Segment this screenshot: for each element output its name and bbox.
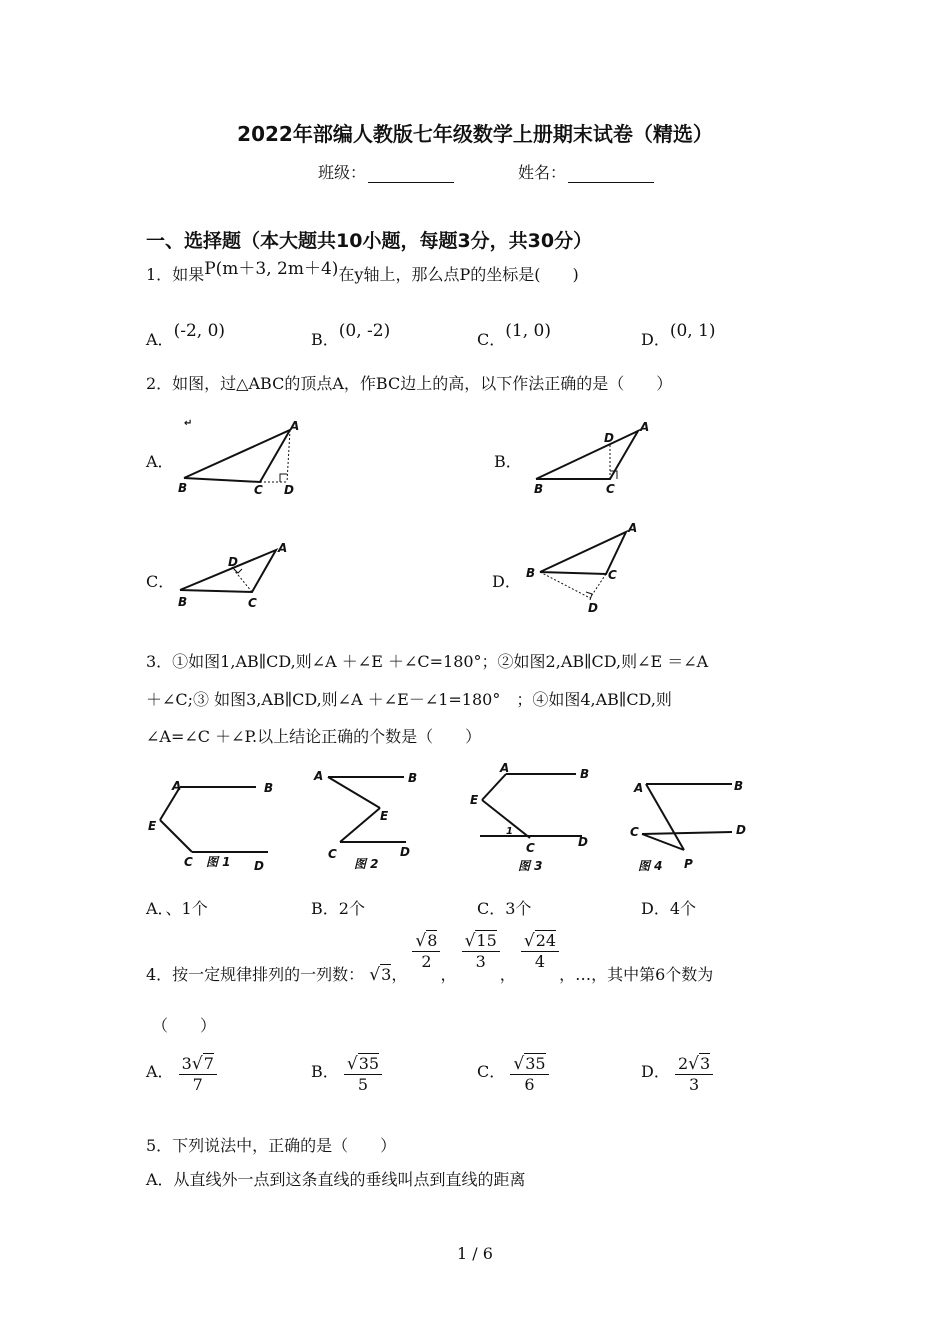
q4-term-3: $\frac{√15}{3}$ [462,931,500,972]
q1-pre: 如果 [172,265,205,284]
svg-text:A: A [640,420,650,434]
name-blank [568,164,654,183]
name-label: 姓名： [518,163,567,182]
q4-term-4: $\frac{√24}{4}$ [521,931,559,972]
svg-text:E: E [148,819,157,833]
svg-text:A: A [314,769,324,783]
svg-text:B: B [178,481,188,495]
class-label: 班级： [318,163,367,182]
svg-text:C: C [526,841,535,855]
page-title: 2022年部编人教版七年级数学上册期末试卷（精选） [237,122,713,146]
svg-text:B: B [734,779,744,793]
svg-text:A: A [628,521,638,535]
q3-option-b: B．2个 [311,899,365,918]
svg-text:图 2: 图 2 [354,857,379,871]
q1-number: 1． [146,265,173,284]
q2-figure-b [528,415,658,499]
svg-text:A: A [500,761,510,775]
svg-text:B: B [408,771,418,785]
q4-option-b: B． $\frac{√35}{5}$ [311,1054,382,1095]
svg-text:A: A [172,779,182,793]
q4-term-2: $\frac{√8}{2}$ [412,931,440,972]
question-2: 2．如图，过△ABC的顶点A，作BC边上的高，以下作法正确的是（ ） [146,374,673,393]
svg-text:B: B [580,767,590,781]
return-mark: ↵ [184,418,193,429]
q2-option-b-label: B． [494,452,522,471]
q2-figure-c [172,540,292,612]
svg-text:D: D [588,601,598,615]
q4-option-d: D． $\frac{2√3}{3}$ [641,1054,713,1095]
q4-pre: 4．按一定规律排列的一列数： [146,965,365,984]
q3-figure-1 [146,770,276,876]
svg-text:C: C [606,482,615,496]
svg-text:D: D [604,431,614,445]
question-1 [146,259,579,285]
q1-point: P(m＋3, 2m＋4) [204,259,339,279]
svg-text:A: A [634,781,644,795]
svg-text:1: 1 [506,826,513,837]
question-3-line-2: ＋∠C;③ 如图3,AB∥CD,则∠A ＋∠E－∠1=180° ；④如图4,AB∥CD,则 [146,690,672,709]
svg-text:D: D [228,555,238,569]
svg-text:A: A [290,419,300,433]
svg-text:C: C [248,596,257,610]
svg-text:D: D [400,845,410,859]
q2-figure-d [524,520,644,616]
page-number: 1 / 6 [457,1244,493,1263]
svg-text:图 1: 图 1 [206,855,231,869]
q4-paren: （ ） [152,1016,217,1035]
svg-text:C: C [254,483,263,497]
svg-text:B: B [264,781,274,795]
question-3-line-3: ∠A=∠C ＋∠P.以上结论正确的个数是（ ） [146,727,482,746]
q3-figure-4 [628,770,758,880]
class-field [318,160,454,183]
q1-option-d: D．(0, 1) [641,321,716,349]
svg-text:D: D [254,859,264,873]
svg-text:E: E [470,793,479,807]
svg-text:C: C [608,568,617,582]
svg-text:E: E [380,809,389,823]
q4-option-a: A． $\frac{3√7}{7}$ [146,1054,217,1095]
section-heading: 一、选择题（本大题共10小题，每题3分，共30分） [146,230,593,252]
svg-text:D: D [578,835,588,849]
q5-option-a: A．从直线外一点到这条直线的垂线叫点到直线的距离 [146,1170,526,1189]
svg-text:D: D [284,483,294,497]
q1-option-a: A．(-2, 0) [146,321,226,349]
q3-figure-2 [310,762,430,874]
q4-term-1: √3 [369,965,392,985]
q2-figure-a [170,412,320,498]
q4-option-c: C． $\frac{√35}{6}$ [477,1054,549,1095]
q3-option-a: A．、1个 [146,899,208,918]
svg-text:B: B [178,595,188,609]
class-blank [368,164,454,183]
q1-post: 在y轴上，那么点P的坐标是( ) [338,265,579,284]
q1-option-b: B．(0, -2) [311,321,391,349]
svg-text:A: A [278,541,288,555]
svg-text:D: D [736,823,746,837]
q3-option-c: C．3个 [477,899,532,918]
question-4: 4．按一定规律排列的一列数： √3， $\frac{√8}{2}$ ， $\frac{√15}{3}$ ， $\frac{√24}{4}$ ，…，其中第6个数为 [146,931,714,985]
svg-text:C: C [184,855,193,869]
q3-option-d: D．4个 [641,899,697,918]
svg-text:图 3: 图 3 [518,859,543,873]
q3-figure-3 [466,756,596,880]
q2-option-c-label: C． [146,572,175,591]
svg-text:C: C [328,847,337,861]
svg-text:C: C [630,825,639,839]
q2-option-d-label: D． [492,572,521,591]
q1-option-c: C．(1, 0) [477,321,551,349]
svg-text:B: B [526,566,536,580]
question-3-line-1: 3．①如图1,AB∥CD,则∠A ＋∠E ＋∠C=180°；②如图2,AB∥CD,则∠E ＝∠A [146,652,709,671]
svg-text:P: P [684,857,693,871]
svg-text:B: B [534,482,544,496]
q2-option-a-label: A． [146,452,174,471]
svg-text:图 4: 图 4 [638,859,663,873]
q4-post: ，…，其中第6个数为 [559,965,714,984]
question-5: 5．下列说法中，正确的是（ ） [146,1136,397,1155]
name-field [518,160,654,183]
